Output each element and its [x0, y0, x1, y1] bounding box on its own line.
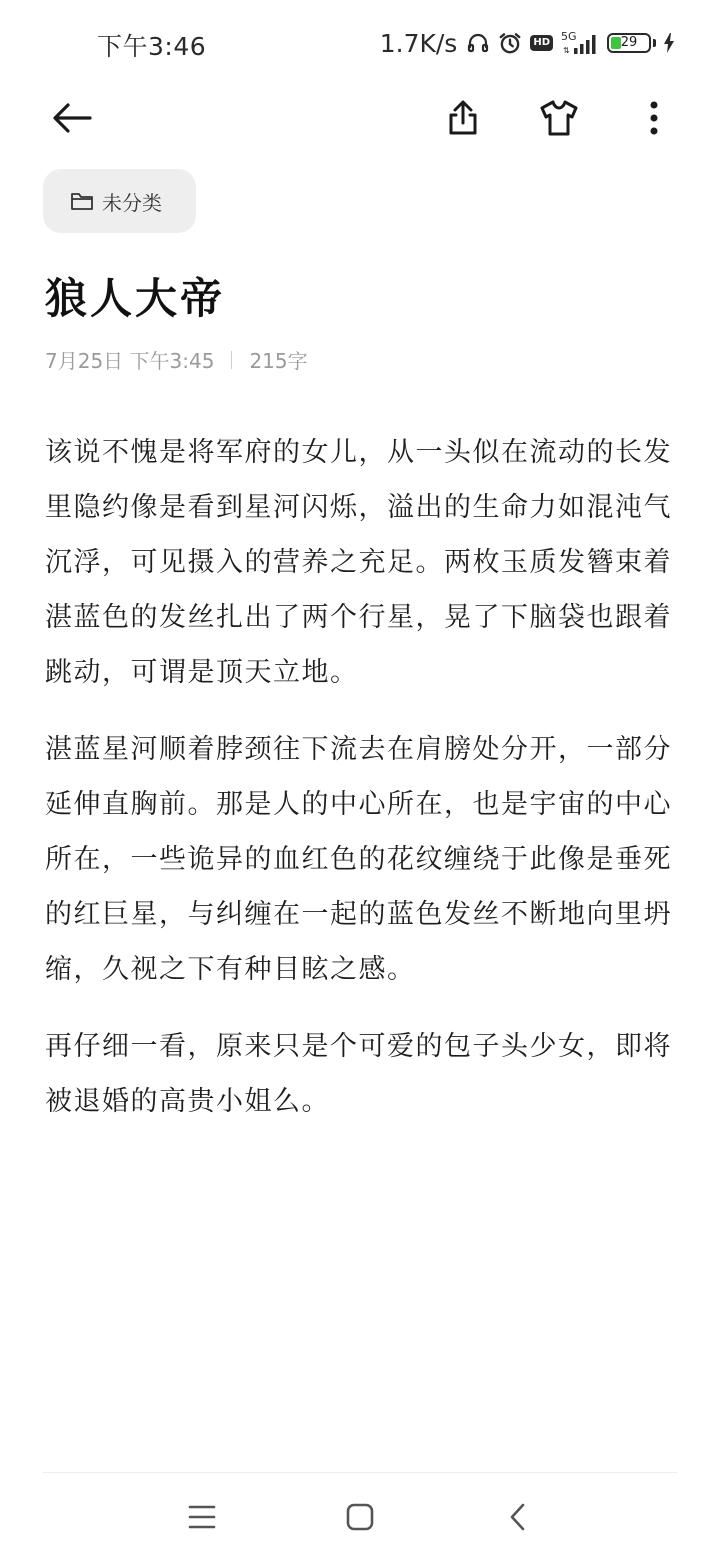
- home-button[interactable]: [330, 1492, 390, 1542]
- status-bar: [0, 0, 720, 86]
- category-chip[interactable]: [43, 169, 196, 233]
- tshirt-icon: [538, 98, 580, 138]
- share-icon: [443, 98, 483, 138]
- system-back-button[interactable]: [488, 1492, 548, 1542]
- note-paragraph: 湛蓝星河顺着脖颈往下流去在肩膀处分开，一部分延伸直胸前。那是人的中心所在，也是宇宙的中心所在，一些诡异的血红色的花纹缠绕于此像是垂死的红巨星，与纠缠在一起的蓝色发丝不断地向里坍缩，久视之下有种目眩之感。: [45, 734, 672, 985]
- back-chevron-icon: [508, 1502, 528, 1532]
- note-paragraph: 再仔细一看，原来只是个可爱的包子头少女，即将被退婚的高贵小姐么。: [45, 1031, 672, 1117]
- status-indicators: [380, 27, 675, 59]
- word-count: 215字: [249, 349, 308, 373]
- nav-divider: [43, 1472, 677, 1473]
- hd-badge: HD: [530, 35, 553, 51]
- note-timestamp: 7月25日 下午3:45: [45, 349, 215, 373]
- note-meta: [45, 345, 308, 374]
- svg-text:5G: 5G: [561, 30, 577, 43]
- recent-apps-button[interactable]: [172, 1492, 232, 1542]
- home-square-icon: [345, 1502, 375, 1532]
- signal-5g-icon: [560, 30, 600, 56]
- headphones-icon: [466, 31, 490, 55]
- folder-icon: [70, 190, 94, 212]
- note-paragraph: 该说不愧是将军府的女儿，从一头似在流动的长发里隐约像是看到星河闪烁，溢出的生命力如混沌气沉浮，可见摄入的营养之充足。两枚玉质发簪束着湛蓝色的发丝扎出了两个行星，晃了下脑袋也跟着跳动，可谓是顶天立地。: [45, 437, 672, 688]
- alarm-icon: [497, 30, 523, 56]
- more-vertical-icon: [648, 100, 660, 136]
- category-label: 未分类: [102, 190, 162, 215]
- note-title[interactable]: 狼人大帝: [45, 274, 226, 323]
- svg-text:⇅: ⇅: [563, 46, 570, 55]
- battery-icon: [607, 33, 651, 53]
- share-button[interactable]: [437, 92, 489, 144]
- charging-icon: [663, 32, 675, 54]
- battery-level: 29: [620, 35, 638, 50]
- back-button[interactable]: [46, 92, 98, 144]
- note-toolbar: [0, 86, 720, 148]
- theme-button[interactable]: [533, 92, 585, 144]
- battery-cap: [653, 39, 656, 47]
- more-options-button[interactable]: [628, 92, 680, 144]
- status-time: 下午3:46: [97, 32, 207, 61]
- network-speed: 1.7K/s: [379, 28, 458, 58]
- meta-divider: [231, 351, 232, 369]
- arrow-left-icon: [50, 96, 94, 140]
- note-body[interactable]: [45, 425, 675, 1151]
- menu-icon: [187, 1503, 217, 1531]
